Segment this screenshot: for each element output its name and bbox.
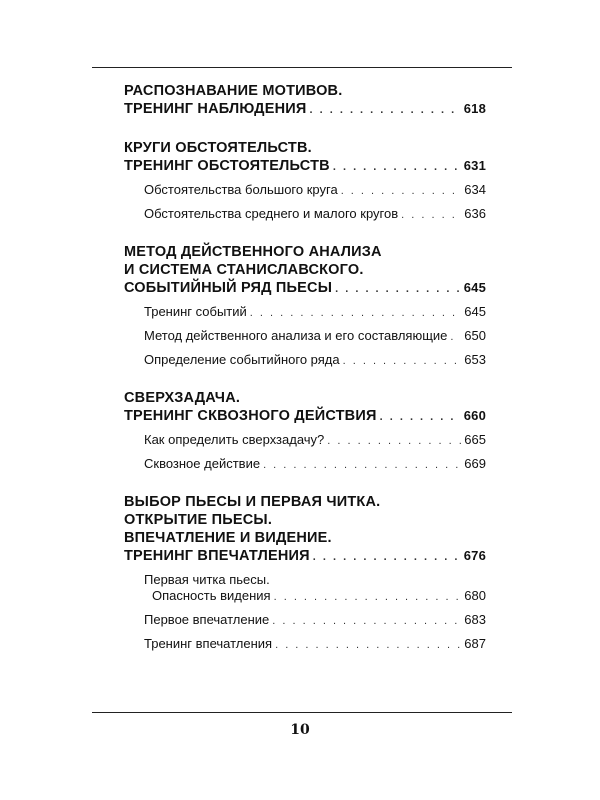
section-heading-entry[interactable] (124, 407, 486, 426)
leader-dots (250, 305, 462, 321)
section-heading-title: ТРЕНИНГ НАБЛЮДЕНИЯ (124, 101, 307, 117)
section-heading-line: И СИСТЕМА СТАНИСЛАВСКОГО. (124, 262, 364, 278)
page-ref: 680 (464, 588, 486, 603)
page-ref: 618 (463, 101, 486, 116)
subentry-list (124, 432, 486, 473)
subentry-title: Сквозное действие (144, 456, 261, 471)
subentry[interactable] (144, 328, 486, 345)
subentry[interactable] (144, 304, 486, 321)
subentry-title: Тренинг событий (144, 304, 247, 319)
subentry[interactable] (144, 352, 486, 369)
top-rule (92, 67, 512, 68)
page-ref: 683 (464, 612, 486, 627)
section-heading-line: ОТКРЫТИЕ ПЬЕСЫ. (124, 512, 273, 528)
subentry-title: Обстоятельства среднего и малого кругов (144, 206, 399, 221)
subentry[interactable] (144, 456, 486, 473)
toc-section (124, 493, 486, 653)
section-heading-line: РАСПОЗНАВАНИЕ МОТИВОВ. (124, 83, 343, 99)
toc-section (124, 82, 486, 119)
subentry-title: Определение событийного ряда (144, 352, 340, 367)
page-ref: 665 (464, 432, 486, 447)
bottom-rule (92, 712, 512, 713)
subentry-list (124, 572, 486, 653)
section-heading-entry[interactable] (124, 279, 486, 298)
page-ref: 676 (463, 548, 486, 563)
subentry[interactable] (144, 182, 486, 199)
subentry-title: Опасность видения (152, 588, 271, 603)
toc-section (124, 243, 486, 369)
page-ref: 631 (463, 158, 486, 173)
leader-dots (313, 548, 461, 566)
section-heading-title: ТРЕНИНГ СКВОЗНОГО ДЕЙСТВИЯ (124, 408, 377, 424)
subentry-title-first-line: Первая читка пьесы. (144, 572, 270, 587)
leader-dots (274, 589, 462, 605)
subentry[interactable] (144, 612, 486, 629)
page-number: 10 (290, 722, 310, 738)
section-heading-line: ВЫБОР ПЬЕСЫ И ПЕРВАЯ ЧИТКА. (124, 494, 381, 510)
subentry[interactable] (144, 432, 486, 449)
subentry-title: Первое впечатление (144, 612, 270, 627)
page-ref: 653 (464, 352, 486, 367)
leader-dots (327, 433, 461, 449)
page-ref: 650 (464, 328, 486, 343)
leader-dots (341, 183, 462, 199)
section-heading-title: ТРЕНИНГ ВПЕЧАТЛЕНИЯ (124, 548, 310, 564)
page-ref: 660 (463, 408, 486, 423)
toc-section (124, 139, 486, 223)
section-heading-title: ТРЕНИНГ ОБСТОЯТЕЛЬСТВ (124, 158, 330, 174)
leader-dots (335, 280, 461, 298)
leader-dots (275, 637, 461, 653)
leader-dots (380, 408, 461, 426)
section-heading-line: МЕТОД ДЕЙСТВЕННОГО АНАЛИЗА (124, 244, 382, 260)
table-of-contents (124, 80, 486, 673)
subentry-title: Как определить сверхзадачу? (144, 432, 325, 447)
section-heading-entry[interactable] (124, 157, 486, 176)
leader-dots (263, 457, 461, 473)
subentry-title-continuation (144, 588, 486, 605)
subentry[interactable] (144, 636, 486, 653)
leader-dots (333, 158, 461, 176)
subentry-title: Обстоятельства большого круга (144, 182, 338, 197)
leader-dots (450, 329, 461, 345)
leader-dots (310, 101, 461, 119)
page-ref: 645 (464, 304, 486, 319)
section-heading-entry[interactable] (124, 547, 486, 566)
subentry-title: Метод действенного анализа и его составляющие (144, 328, 448, 343)
page-ref: 687 (464, 636, 486, 651)
page-ref: 634 (464, 182, 486, 197)
leader-dots (343, 353, 462, 369)
section-heading-line: ВПЕЧАТЛЕНИЕ И ВИДЕНИЕ. (124, 530, 332, 546)
section-heading-title: СОБЫТИЙНЫЙ РЯД ПЬЕСЫ (124, 280, 333, 296)
leader-dots (272, 613, 461, 629)
subentry-title: Тренинг впечатления (144, 636, 273, 651)
section-heading-line: КРУГИ ОБСТОЯТЕЛЬСТВ. (124, 140, 312, 156)
subentry-list (124, 182, 486, 223)
page-ref: 645 (463, 280, 486, 295)
subentry-list (124, 304, 486, 369)
leader-dots (401, 207, 461, 223)
toc-section (124, 389, 486, 473)
page-ref: 669 (464, 456, 486, 471)
subentry[interactable] (144, 206, 486, 223)
page-ref: 636 (464, 206, 486, 221)
subentry-multiline[interactable] (144, 572, 486, 605)
section-heading-entry[interactable] (124, 100, 486, 119)
section-heading-line: СВЕРХЗАДАЧА. (124, 390, 241, 406)
